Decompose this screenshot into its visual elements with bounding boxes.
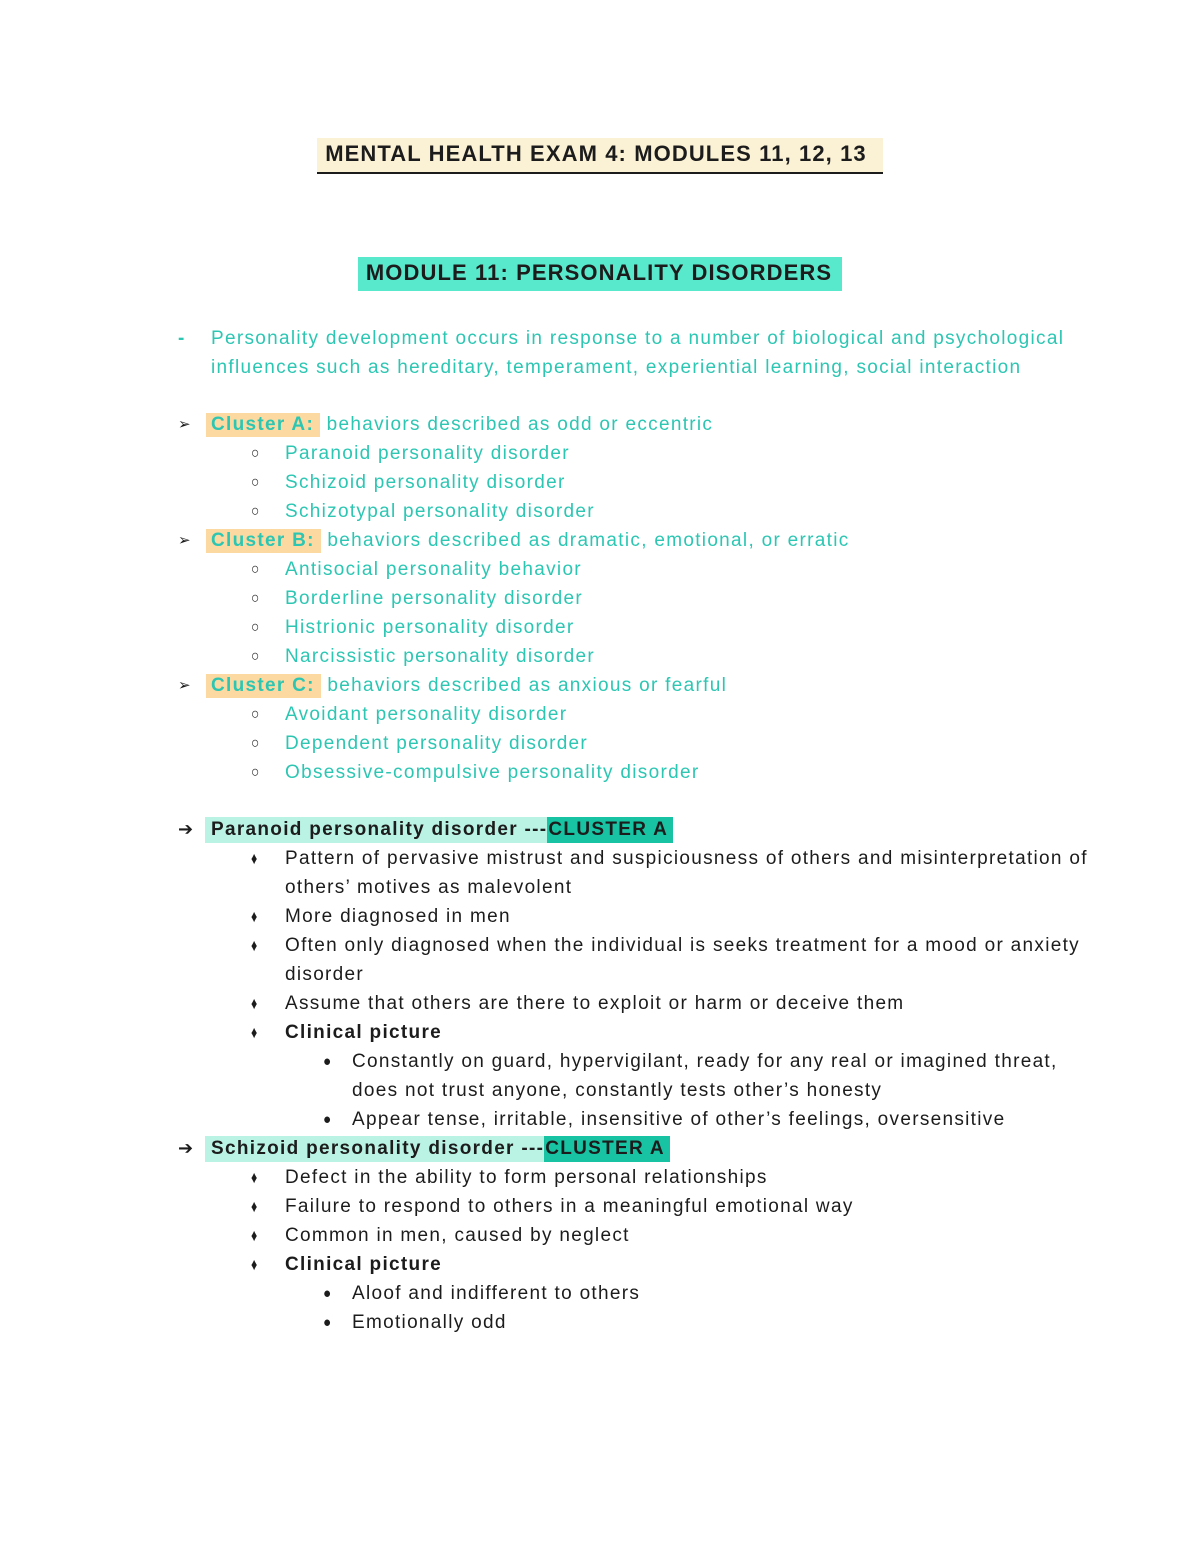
circle-bullet-icon: ○ [251, 706, 261, 723]
dot-bullet-icon: ● [323, 1285, 333, 1302]
cluster-c-row [178, 671, 1090, 700]
clinical-picture-label: Clinical picture [285, 1254, 443, 1275]
cluster-a-row [178, 410, 1090, 439]
arrowhead-bullet-icon: ➢ [178, 532, 192, 549]
circle-bullet-icon: ○ [251, 648, 261, 665]
list-item [178, 1250, 1090, 1279]
list-item [178, 584, 1090, 613]
list-item [178, 1105, 1090, 1134]
sub-bullet-text: Appear tense, irritable, insensitive of other’s feelings, oversensitive [352, 1109, 1006, 1130]
circle-bullet-icon: ○ [251, 590, 261, 607]
circle-bullet-icon: ○ [251, 474, 261, 491]
disorder-item: Obsessive-compulsive personality disorder [285, 762, 700, 783]
list-item [178, 1047, 1090, 1105]
section-heading [211, 815, 1090, 844]
circle-bullet-icon: ○ [251, 619, 261, 636]
circle-bullet-icon: ○ [251, 561, 261, 578]
list-item [178, 497, 1090, 526]
clinical-picture-label: Clinical picture [285, 1022, 443, 1043]
section-heading-row [178, 815, 1090, 844]
diamond-bullet-icon: ♦ [251, 994, 259, 1013]
section-heading [211, 1134, 1090, 1163]
disorder-item: Borderline personality disorder [285, 588, 583, 609]
diamond-bullet-icon: ♦ [251, 849, 259, 868]
list-item [178, 439, 1090, 468]
cluster-a-desc: behaviors described as odd or eccentric [320, 414, 714, 435]
list-item [178, 1221, 1090, 1250]
disorder-item: Avoidant personality disorder [285, 704, 568, 725]
arrow-bullet-icon: ➔ [178, 819, 195, 839]
disorder-item: Dependent personality disorder [285, 733, 589, 754]
bullet-text: Assume that others are there to exploit or harm or deceive them [285, 993, 905, 1014]
sub-bullet-text: Aloof and indifferent to others [352, 1283, 641, 1304]
page-title: MENTAL HEALTH EXAM 4: MODULES 11, 12, 13 [317, 138, 883, 174]
dot-bullet-icon: ● [323, 1053, 333, 1070]
diamond-bullet-icon: ♦ [251, 907, 259, 926]
section-cluster-tag: CLUSTER A [547, 817, 673, 843]
cluster-a-text [211, 410, 1090, 439]
list-item [178, 1308, 1090, 1337]
bullet-text: More diagnosed in men [285, 906, 511, 927]
cluster-b-desc: behaviors described as dramatic, emotional, or erratic [320, 530, 850, 551]
sub-bullet-text: Constantly on guard, hypervigilant, ready for any real or imagined threat, does not trust anyone, constantly tests other’s honesty [352, 1051, 1058, 1101]
arrow-bullet-icon: ➔ [178, 1138, 195, 1158]
title-row [110, 138, 1090, 174]
arrowhead-bullet-icon: ➢ [178, 416, 192, 433]
bullet-text: Pattern of pervasive mistrust and suspiciousness of others and misinterpretation of others’ motives as malevolent [285, 848, 1088, 898]
list-item [178, 844, 1090, 902]
intro-list [178, 324, 1090, 382]
diamond-bullet-icon: ♦ [251, 1023, 259, 1042]
sub-bullet-text: Emotionally odd [352, 1312, 507, 1333]
bullet-text: Common in men, caused by neglect [285, 1225, 630, 1246]
list-item [178, 613, 1090, 642]
cluster-c-label: Cluster C: [206, 674, 321, 698]
list-item [178, 1018, 1090, 1047]
list-item [178, 1163, 1090, 1192]
cluster-list [178, 410, 1090, 787]
list-item [178, 989, 1090, 1018]
section-cluster-tag: CLUSTER A [544, 1136, 670, 1162]
dot-bullet-icon: ● [323, 1111, 333, 1128]
circle-bullet-icon: ○ [251, 764, 261, 781]
cluster-b-text [211, 526, 1090, 555]
circle-bullet-icon: ○ [251, 445, 261, 462]
diamond-bullet-icon: ♦ [251, 936, 259, 955]
section-title: Schizoid personality disorder --- [205, 1136, 544, 1162]
bullet-text: Defect in the ability to form personal relationships [285, 1167, 768, 1188]
list-item [178, 642, 1090, 671]
diamond-bullet-icon: ♦ [251, 1197, 259, 1216]
cluster-c-text [211, 671, 1090, 700]
section-title: Paranoid personality disorder --- [205, 817, 547, 843]
bullet-text: Failure to respond to others in a meaningful emotional way [285, 1196, 854, 1217]
diamond-bullet-icon: ♦ [251, 1168, 259, 1187]
sections-list [178, 815, 1090, 1337]
disorder-item: Antisocial personality behavior [285, 559, 582, 580]
list-item [178, 1192, 1090, 1221]
list-item [178, 931, 1090, 989]
list-item [178, 902, 1090, 931]
circle-bullet-icon: ○ [251, 503, 261, 520]
dot-bullet-icon: ● [323, 1314, 333, 1331]
disorder-item: Schizotypal personality disorder [285, 501, 595, 522]
arrowhead-bullet-icon: ➢ [178, 677, 192, 694]
bullet-text: Often only diagnosed when the individual is seeks treatment for a mood or anxiety disorder [285, 935, 1080, 985]
list-item [178, 468, 1090, 497]
list-item [178, 555, 1090, 584]
disorder-item: Histrionic personality disorder [285, 617, 575, 638]
section-heading-row [178, 1134, 1090, 1163]
list-item [178, 324, 1090, 382]
module-heading: MODULE 11: PERSONALITY DISORDERS [358, 257, 842, 291]
circle-bullet-icon: ○ [251, 735, 261, 752]
intro-text: Personality development occurs in response to a number of biological and psychological influences such as hereditary, temperament, experiential learning, social interaction [211, 328, 1065, 378]
cluster-a-label: Cluster A: [206, 413, 320, 437]
dash-bullet-icon: - [178, 328, 186, 349]
list-item [178, 729, 1090, 758]
list-item [178, 1279, 1090, 1308]
diamond-bullet-icon: ♦ [251, 1255, 259, 1274]
cluster-b-label: Cluster B: [206, 529, 321, 553]
list-item [178, 758, 1090, 787]
module-heading-row [110, 257, 1090, 291]
disorder-item: Narcissistic personality disorder [285, 646, 596, 667]
disorder-item: Schizoid personality disorder [285, 472, 566, 493]
disorder-item: Paranoid personality disorder [285, 443, 570, 464]
diamond-bullet-icon: ♦ [251, 1226, 259, 1245]
cluster-c-desc: behaviors described as anxious or fearful [320, 675, 728, 696]
cluster-b-row [178, 526, 1090, 555]
list-item [178, 700, 1090, 729]
